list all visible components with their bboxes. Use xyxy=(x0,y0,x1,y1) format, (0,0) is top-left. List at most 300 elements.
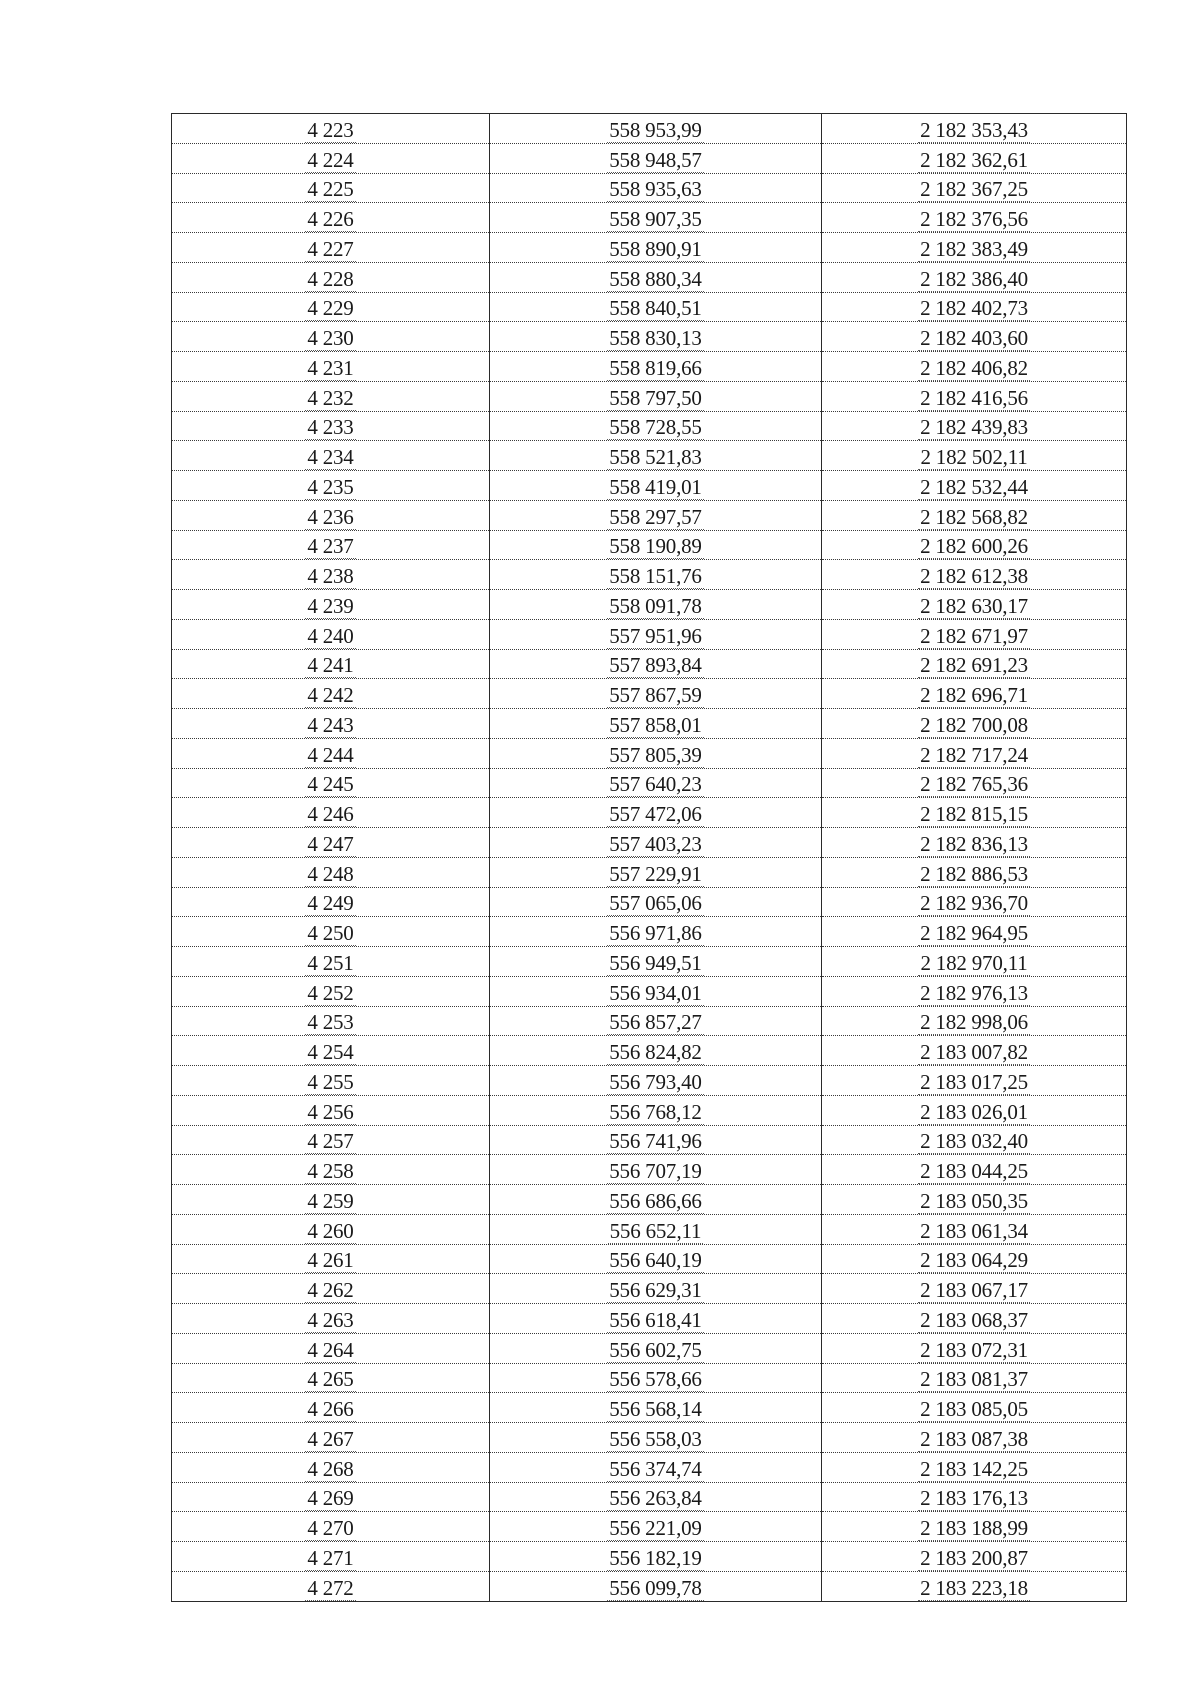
point-number-cell xyxy=(172,887,490,917)
cell-text: 4 226 xyxy=(307,207,354,231)
table-row xyxy=(172,1333,1127,1363)
cell-text: 558 830,13 xyxy=(609,326,702,350)
y-coordinate-cell xyxy=(822,1006,1127,1036)
table-row xyxy=(172,828,1127,858)
x-coordinate-cell xyxy=(490,1333,822,1363)
point-number-cell xyxy=(172,560,490,590)
y-coordinate-cell xyxy=(822,947,1127,977)
cell-text: 2 183 072,31 xyxy=(920,1337,1028,1362)
x-coordinate-cell xyxy=(490,679,822,709)
cell-text: 2 182 765,36 xyxy=(920,772,1028,797)
cell-text: 4 241 xyxy=(307,653,354,678)
cell-text: 556 182,19 xyxy=(609,1545,702,1570)
cell-text: 4 252 xyxy=(307,980,354,1005)
x-coordinate-cell xyxy=(490,471,822,501)
y-coordinate-cell xyxy=(822,233,1127,263)
cell-text: 556 971,86 xyxy=(609,921,702,945)
table-row xyxy=(172,947,1127,977)
point-number-cell xyxy=(172,1185,490,1215)
point-number-cell xyxy=(172,1304,490,1334)
cell-text: 558 521,83 xyxy=(609,445,702,469)
x-coordinate-cell xyxy=(490,917,822,947)
point-number-cell xyxy=(172,679,490,709)
x-coordinate-cell xyxy=(490,887,822,917)
cell-text: 4 247 xyxy=(307,831,354,856)
table-row xyxy=(172,1304,1127,1334)
cell-text: 556 652,11 xyxy=(609,1218,702,1243)
cell-text: 2 182 630,17 xyxy=(920,593,1028,618)
cell-text: 4 271 xyxy=(307,1545,354,1570)
cell-text: 2 183 061,34 xyxy=(920,1218,1028,1243)
cell-text: 4 254 xyxy=(307,1040,354,1064)
cell-text: 558 797,50 xyxy=(609,385,702,410)
cell-text: 4 257 xyxy=(307,1129,354,1154)
point-number-cell xyxy=(172,1542,490,1572)
cell-text: 556 857,27 xyxy=(609,1010,702,1035)
cell-text: 2 182 376,56 xyxy=(920,207,1028,231)
cell-text: 558 297,57 xyxy=(609,504,702,529)
cell-text: 556 578,66 xyxy=(609,1367,702,1392)
cell-text: 556 768,12 xyxy=(609,1099,702,1124)
cell-text: 556 741,96 xyxy=(609,1129,702,1154)
cell-text: 2 182 383,49 xyxy=(920,236,1028,261)
cell-text: 4 255 xyxy=(307,1069,354,1094)
cell-text: 2 182 936,70 xyxy=(920,891,1028,916)
point-number-cell xyxy=(172,976,490,1006)
cell-text: 2 183 142,25 xyxy=(920,1456,1028,1481)
point-number-cell xyxy=(172,768,490,798)
point-number-cell xyxy=(172,738,490,768)
cell-text: 2 182 416,56 xyxy=(920,385,1028,410)
cell-text: 2 183 064,29 xyxy=(920,1248,1028,1273)
cell-text: 556 602,75 xyxy=(609,1337,702,1362)
cell-text: 4 242 xyxy=(307,683,354,707)
cell-text: 2 182 403,60 xyxy=(920,326,1028,350)
x-coordinate-cell xyxy=(490,1363,822,1393)
table-row xyxy=(172,1482,1127,1512)
cell-text: 2 182 568,82 xyxy=(920,504,1028,529)
table-row xyxy=(172,1006,1127,1036)
y-coordinate-cell xyxy=(822,768,1127,798)
table-row xyxy=(172,1125,1127,1155)
cell-text: 558 728,55 xyxy=(609,415,702,440)
x-coordinate-cell xyxy=(490,114,822,144)
table-row xyxy=(172,1185,1127,1215)
x-coordinate-cell xyxy=(490,292,822,322)
x-coordinate-cell xyxy=(490,1006,822,1036)
table-row xyxy=(172,679,1127,709)
x-coordinate-cell xyxy=(490,798,822,828)
x-coordinate-cell xyxy=(490,947,822,977)
cell-text: 556 793,40 xyxy=(609,1069,702,1094)
table-row xyxy=(172,441,1127,471)
cell-text: 558 419,01 xyxy=(609,474,702,499)
x-coordinate-cell xyxy=(490,322,822,352)
cell-text: 4 236 xyxy=(307,504,354,529)
cell-text: 4 248 xyxy=(307,861,354,886)
point-number-cell xyxy=(172,590,490,620)
cell-text: 4 239 xyxy=(307,593,354,618)
y-coordinate-cell xyxy=(822,1542,1127,1572)
y-coordinate-cell xyxy=(822,173,1127,203)
cell-text: 4 265 xyxy=(307,1367,354,1392)
table-row xyxy=(172,292,1127,322)
x-coordinate-cell xyxy=(490,738,822,768)
cell-text: 556 949,51 xyxy=(609,950,702,975)
point-number-cell xyxy=(172,1036,490,1066)
y-coordinate-cell xyxy=(822,411,1127,441)
y-coordinate-cell xyxy=(822,1452,1127,1482)
cell-text: 4 261 xyxy=(307,1248,354,1273)
x-coordinate-cell xyxy=(490,560,822,590)
cell-text: 4 228 xyxy=(307,266,354,291)
coordinates-table-body xyxy=(172,114,1127,1602)
cell-text: 4 227 xyxy=(307,236,354,261)
cell-text: 2 182 502,11 xyxy=(920,445,1028,469)
y-coordinate-cell xyxy=(822,798,1127,828)
cell-text: 4 233 xyxy=(307,415,354,440)
x-coordinate-cell xyxy=(490,441,822,471)
x-coordinate-cell xyxy=(490,173,822,203)
cell-text: 556 618,41 xyxy=(609,1307,702,1332)
table-row xyxy=(172,471,1127,501)
cell-text: 2 183 026,01 xyxy=(920,1099,1028,1124)
cell-text: 556 263,84 xyxy=(609,1486,702,1511)
point-number-cell xyxy=(172,1333,490,1363)
cell-text: 556 686,66 xyxy=(609,1188,702,1213)
cell-text: 2 182 532,44 xyxy=(920,474,1028,499)
cell-text: 4 262 xyxy=(307,1278,354,1302)
cell-text: 4 263 xyxy=(307,1307,354,1332)
x-coordinate-cell xyxy=(490,1155,822,1185)
point-number-cell xyxy=(172,947,490,977)
cell-text: 557 951,96 xyxy=(609,623,702,648)
table-row xyxy=(172,1512,1127,1542)
cell-text: 2 182 406,82 xyxy=(920,355,1028,380)
table-row xyxy=(172,1363,1127,1393)
y-coordinate-cell xyxy=(822,1423,1127,1453)
cell-text: 2 182 964,95 xyxy=(920,921,1028,945)
point-number-cell xyxy=(172,1006,490,1036)
x-coordinate-cell xyxy=(490,381,822,411)
cell-text: 4 244 xyxy=(307,742,354,767)
cell-text: 2 183 188,99 xyxy=(920,1516,1028,1540)
cell-text: 2 183 200,87 xyxy=(920,1545,1028,1570)
cell-text: 4 245 xyxy=(307,772,354,797)
table-row xyxy=(172,1452,1127,1482)
table-row xyxy=(172,649,1127,679)
point-number-cell xyxy=(172,1214,490,1244)
point-number-cell xyxy=(172,798,490,828)
table-row xyxy=(172,1244,1127,1274)
y-coordinate-cell xyxy=(822,530,1127,560)
y-coordinate-cell xyxy=(822,500,1127,530)
table-row xyxy=(172,173,1127,203)
cell-text: 4 237 xyxy=(307,534,354,559)
cell-text: 2 183 032,40 xyxy=(920,1129,1028,1154)
cell-text: 557 867,59 xyxy=(609,683,702,707)
table-row xyxy=(172,381,1127,411)
x-coordinate-cell xyxy=(490,203,822,233)
table-row xyxy=(172,798,1127,828)
cell-text: 558 151,76 xyxy=(609,564,702,588)
table-row xyxy=(172,560,1127,590)
y-coordinate-cell xyxy=(822,1244,1127,1274)
point-number-cell xyxy=(172,322,490,352)
y-coordinate-cell xyxy=(822,441,1127,471)
table-row xyxy=(172,619,1127,649)
table-row xyxy=(172,1214,1127,1244)
y-coordinate-cell xyxy=(822,887,1127,917)
x-coordinate-cell xyxy=(490,1095,822,1125)
cell-text: 557 229,91 xyxy=(609,861,702,886)
cell-text: 2 182 717,24 xyxy=(920,742,1028,767)
table-row xyxy=(172,411,1127,441)
cell-text: 557 640,23 xyxy=(609,772,702,797)
y-coordinate-cell xyxy=(822,976,1127,1006)
cell-text: 558 907,35 xyxy=(609,207,702,231)
y-coordinate-cell xyxy=(822,203,1127,233)
point-number-cell xyxy=(172,173,490,203)
x-coordinate-cell xyxy=(490,1125,822,1155)
x-coordinate-cell xyxy=(490,352,822,382)
x-coordinate-cell xyxy=(490,649,822,679)
x-coordinate-cell xyxy=(490,500,822,530)
cell-text: 558 948,57 xyxy=(609,147,702,172)
table-row xyxy=(172,203,1127,233)
x-coordinate-cell xyxy=(490,768,822,798)
point-number-cell xyxy=(172,1363,490,1393)
cell-text: 4 267 xyxy=(307,1426,354,1451)
x-coordinate-cell xyxy=(490,857,822,887)
point-number-cell xyxy=(172,143,490,173)
cell-text: 2 182 691,23 xyxy=(920,653,1028,678)
cell-text: 2 182 998,06 xyxy=(920,1010,1028,1035)
cell-text: 2 182 600,26 xyxy=(920,534,1028,559)
cell-text: 2 182 353,43 xyxy=(920,117,1028,142)
x-coordinate-cell xyxy=(490,1393,822,1423)
y-coordinate-cell xyxy=(822,1304,1127,1334)
x-coordinate-cell xyxy=(490,828,822,858)
x-coordinate-cell xyxy=(490,1512,822,1542)
point-number-cell xyxy=(172,1066,490,1096)
table-row xyxy=(172,917,1127,947)
point-number-cell xyxy=(172,500,490,530)
cell-text: 4 253 xyxy=(307,1010,354,1035)
cell-text: 556 568,14 xyxy=(609,1397,702,1421)
y-coordinate-cell xyxy=(822,1036,1127,1066)
table-row xyxy=(172,233,1127,263)
cell-text: 4 235 xyxy=(307,474,354,499)
y-coordinate-cell xyxy=(822,560,1127,590)
x-coordinate-cell xyxy=(490,530,822,560)
cell-text: 2 183 176,13 xyxy=(920,1486,1028,1511)
cell-text: 4 260 xyxy=(307,1218,354,1243)
y-coordinate-cell xyxy=(822,1482,1127,1512)
y-coordinate-cell xyxy=(822,738,1127,768)
x-coordinate-cell xyxy=(490,1214,822,1244)
table-row xyxy=(172,1274,1127,1304)
y-coordinate-cell xyxy=(822,917,1127,947)
cell-text: 556 824,82 xyxy=(609,1040,702,1064)
point-number-cell xyxy=(172,411,490,441)
cell-text: 2 182 671,97 xyxy=(920,623,1028,648)
y-coordinate-cell xyxy=(822,1571,1127,1601)
cell-text: 556 099,78 xyxy=(609,1575,702,1600)
y-coordinate-cell xyxy=(822,828,1127,858)
y-coordinate-cell xyxy=(822,1512,1127,1542)
cell-text: 2 182 970,11 xyxy=(920,950,1028,975)
cell-text: 558 880,34 xyxy=(609,266,702,291)
cell-text: 4 240 xyxy=(307,623,354,648)
cell-text: 4 259 xyxy=(307,1188,354,1213)
cell-text: 558 953,99 xyxy=(609,117,702,142)
table-row xyxy=(172,976,1127,1006)
cell-text: 557 065,06 xyxy=(609,891,702,916)
point-number-cell xyxy=(172,1452,490,1482)
cell-text: 556 374,74 xyxy=(609,1456,702,1481)
cell-text: 2 182 700,08 xyxy=(920,712,1028,737)
point-number-cell xyxy=(172,857,490,887)
table-row xyxy=(172,768,1127,798)
y-coordinate-cell xyxy=(822,1393,1127,1423)
cell-text: 4 266 xyxy=(307,1397,354,1421)
y-coordinate-cell xyxy=(822,679,1127,709)
table-row xyxy=(172,143,1127,173)
point-number-cell xyxy=(172,471,490,501)
cell-text: 556 629,31 xyxy=(609,1278,702,1302)
cell-text: 558 935,63 xyxy=(609,177,702,202)
table-row xyxy=(172,1095,1127,1125)
cell-text: 558 190,89 xyxy=(609,534,702,559)
cell-text: 2 183 050,35 xyxy=(920,1188,1028,1213)
x-coordinate-cell xyxy=(490,976,822,1006)
coordinates-table xyxy=(171,113,1127,1602)
cell-text: 4 224 xyxy=(307,147,354,172)
y-coordinate-cell xyxy=(822,619,1127,649)
table-row xyxy=(172,1036,1127,1066)
cell-text: 4 249 xyxy=(307,891,354,916)
y-coordinate-cell xyxy=(822,1214,1127,1244)
cell-text: 4 246 xyxy=(307,802,354,826)
table-row xyxy=(172,738,1127,768)
point-number-cell xyxy=(172,262,490,292)
table-row xyxy=(172,530,1127,560)
cell-text: 4 231 xyxy=(307,355,354,380)
x-coordinate-cell xyxy=(490,1423,822,1453)
y-coordinate-cell xyxy=(822,1125,1127,1155)
cell-text: 2 182 696,71 xyxy=(920,683,1028,707)
cell-text: 4 269 xyxy=(307,1486,354,1511)
x-coordinate-cell xyxy=(490,233,822,263)
point-number-cell xyxy=(172,1155,490,1185)
point-number-cell xyxy=(172,381,490,411)
point-number-cell xyxy=(172,917,490,947)
x-coordinate-cell xyxy=(490,1244,822,1274)
point-number-cell xyxy=(172,1512,490,1542)
point-number-cell xyxy=(172,352,490,382)
table-row xyxy=(172,1155,1127,1185)
cell-text: 2 182 386,40 xyxy=(920,266,1028,291)
cell-text: 4 243 xyxy=(307,712,354,737)
cell-text: 556 707,19 xyxy=(609,1159,702,1183)
cell-text: 2 183 017,25 xyxy=(920,1069,1028,1094)
table-row xyxy=(172,262,1127,292)
y-coordinate-cell xyxy=(822,1363,1127,1393)
table-row xyxy=(172,887,1127,917)
table-row xyxy=(172,590,1127,620)
cell-text: 2 183 068,37 xyxy=(920,1307,1028,1332)
cell-text: 2 182 367,25 xyxy=(920,177,1028,202)
y-coordinate-cell xyxy=(822,381,1127,411)
cell-text: 4 272 xyxy=(307,1575,354,1600)
cell-text: 2 182 836,13 xyxy=(920,831,1028,856)
cell-text: 2 182 439,83 xyxy=(920,415,1028,440)
point-number-cell xyxy=(172,828,490,858)
table-row xyxy=(172,1393,1127,1423)
cell-text: 4 230 xyxy=(307,326,354,350)
y-coordinate-cell xyxy=(822,1155,1127,1185)
table-row xyxy=(172,857,1127,887)
point-number-cell xyxy=(172,1095,490,1125)
cell-text: 557 893,84 xyxy=(609,653,702,678)
x-coordinate-cell xyxy=(490,1542,822,1572)
point-number-cell xyxy=(172,292,490,322)
y-coordinate-cell xyxy=(822,709,1127,739)
x-coordinate-cell xyxy=(490,1185,822,1215)
table-row xyxy=(172,709,1127,739)
cell-text: 4 251 xyxy=(307,950,354,975)
table-row xyxy=(172,352,1127,382)
cell-text: 2 182 362,61 xyxy=(920,147,1028,172)
cell-text: 557 805,39 xyxy=(609,742,702,767)
x-coordinate-cell xyxy=(490,411,822,441)
point-number-cell xyxy=(172,530,490,560)
cell-text: 2 182 612,38 xyxy=(920,564,1028,588)
cell-text: 556 558,03 xyxy=(609,1426,702,1451)
cell-text: 2 183 085,05 xyxy=(920,1397,1028,1421)
x-coordinate-cell xyxy=(490,1304,822,1334)
cell-text: 558 890,91 xyxy=(609,236,702,261)
cell-text: 4 234 xyxy=(307,445,354,469)
cell-text: 2 183 044,25 xyxy=(920,1159,1028,1183)
cell-text: 2 183 223,18 xyxy=(920,1575,1028,1600)
x-coordinate-cell xyxy=(490,1452,822,1482)
cell-text: 4 264 xyxy=(307,1337,354,1362)
cell-text: 4 238 xyxy=(307,564,354,588)
cell-text: 4 223 xyxy=(307,117,354,142)
cell-text: 4 229 xyxy=(307,296,354,321)
x-coordinate-cell xyxy=(490,1274,822,1304)
cell-text: 4 250 xyxy=(307,921,354,945)
y-coordinate-cell xyxy=(822,1095,1127,1125)
x-coordinate-cell xyxy=(490,1036,822,1066)
table-row xyxy=(172,322,1127,352)
cell-text: 557 858,01 xyxy=(609,712,702,737)
cell-text: 2 183 081,37 xyxy=(920,1367,1028,1392)
cell-text: 2 182 815,15 xyxy=(920,802,1028,826)
cell-text: 2 182 886,53 xyxy=(920,861,1028,886)
point-number-cell xyxy=(172,233,490,263)
x-coordinate-cell xyxy=(490,1571,822,1601)
point-number-cell xyxy=(172,1482,490,1512)
y-coordinate-cell xyxy=(822,114,1127,144)
x-coordinate-cell xyxy=(490,143,822,173)
table-row xyxy=(172,1066,1127,1096)
y-coordinate-cell xyxy=(822,143,1127,173)
cell-text: 4 256 xyxy=(307,1099,354,1124)
cell-text: 556 640,19 xyxy=(609,1248,702,1273)
